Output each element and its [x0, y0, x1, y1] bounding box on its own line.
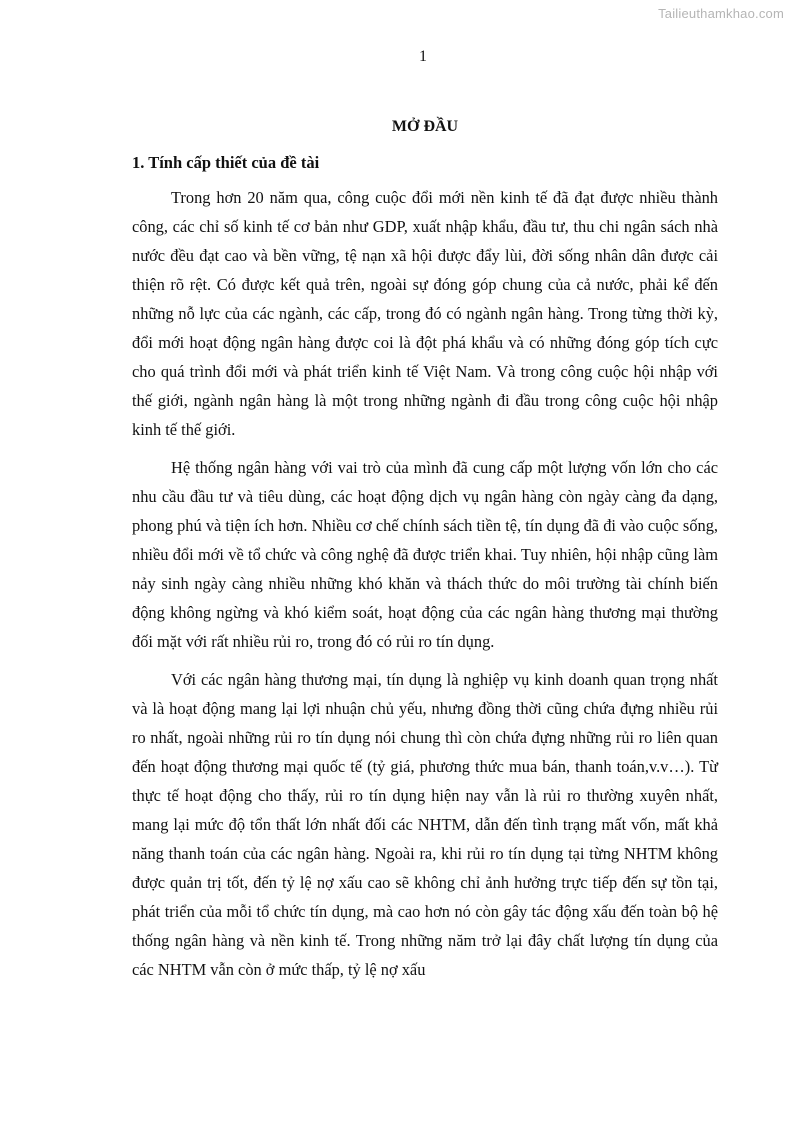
watermark: Tailieuthamkhao.com [658, 6, 784, 21]
paragraph: Trong hơn 20 năm qua, công cuộc đổi mới nền kinh tế đã đạt được nhiều thành công, các chỉ số kinh tế cơ bản như GDP, xuất nhập khẩu, đầu tư, thu chi ngân sách nhà nước đều đạt cao và bền vững, tệ nạn xã hội được đẩy lùi, đời sống nhân dân được cải thiện rõ rệt. Có được kết quả trên, ngoài sự đóng góp chung của cả nước, phải kể đến những nỗ lực của các ngành, các cấp, trong đó có ngành ngân hàng. Trong từng thời kỳ, đổi mới hoạt động ngân hàng được coi là đột phá khẩu và có những đóng góp tích cực cho quá trình đổi mới và phát triển kinh tế Việt Nam. Và trong công cuộc hội nhập với thế giới, ngành ngân hàng là một trong những ngành đi đầu trong công cuộc hội nhập kinh tế thế giới. [132, 188, 718, 439]
chapter-title: MỞ ĐẦU [391, 118, 459, 135]
page-number: 1 [419, 48, 427, 65]
section-heading: 1. Tính cấp thiết của đề tài [132, 153, 320, 172]
paragraph: Hệ thống ngân hàng với vai trò của mình đã cung cấp một lượng vốn lớn cho các nhu cầu đầu tư và tiêu dùng, các hoạt động dịch vụ ngân hàng còn ngày càng đa dạng, phong phú và tiện ích hơn. Nhiều cơ chế chính sách tiền tệ, tín dụng đã đi vào cuộc sống, nhiều đổi mới về tổ chức và công nghệ đã được triển khai. Tuy nhiên, hội nhập cũng làm nảy sinh ngày càng nhiều những khó khăn và thách thức do môi trường tài chính biến động không ngừng và khó kiểm soát, hoạt động của các ngân hàng thương mại thường đối mặt với rất nhiều rủi ro, trong đó có rủi ro tín dụng. [132, 458, 718, 651]
document-body [132, 110, 718, 984]
paragraph: Với các ngân hàng thương mại, tín dụng là nghiệp vụ kinh doanh quan trọng nhất và là hoạt động mang lại lợi nhuận chủ yếu, nhưng đồng thời cũng chứa đựng nhiều rủi ro nhất, ngoài những rủi ro tín dụng nói chung thì còn chứa đựng những rủi ro liên quan đến hoạt động thương mại quốc tế (tỷ giá, phương thức mua bán, thanh toán,v.v…). Từ thực tế hoạt động cho thấy, rủi ro tín dụng hiện nay vẫn là rủi ro thường xuyên nhất, mang lại mức độ tổn thất lớn nhất đối các NHTM, dẫn đến tình trạng mất vốn, mất khả năng thanh toán của các ngân hàng. Ngoài ra, khi rủi ro tín dụng tại từng NHTM không được quản trị tốt, đến tỷ lệ nợ xấu cao sẽ không chỉ ảnh hưởng trực tiếp đến sự tồn tại, phát triển của mỗi tổ chức tín dụng, mà cao hơn nó còn gây tác động xấu đến toàn bộ hệ thống ngân hàng và nền kinh tế. Trong những năm trở lại đây chất lượng tín dụng của các NHTM vẫn còn ở mức thấp, tỷ lệ nợ xấu [132, 670, 718, 979]
